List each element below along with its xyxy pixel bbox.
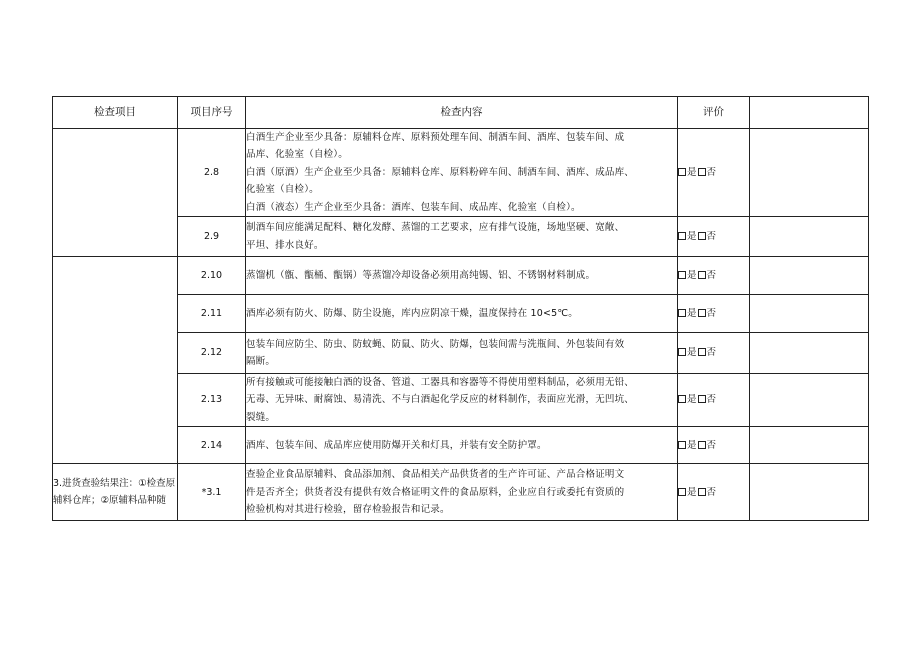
content-line: 白酒生产企业至少具备：原辅料仓库、原料预处理车间、制酒车间、酒库、包装车间、成: [246, 132, 625, 143]
content-line: 件是否齐全；供货者没有提供有效合格证明文件的食品原料，企业应自行或委托有资质的: [246, 486, 625, 498]
yes-checkbox[interactable]: [678, 168, 686, 176]
content-line: 白酒（原酒）生产企业至少具备：原辅料仓库、原料粉碎车间、制酒车间、酒库、成品库、: [246, 166, 635, 178]
content-line: 查验企业食品原辅料、食品添加剂、食品相关产品供货者的生产许可证、产品合格证明文: [246, 469, 625, 481]
item-number: 2.8: [178, 129, 246, 217]
no-checkbox[interactable]: [698, 348, 706, 356]
item-content: [246, 129, 678, 217]
project-cell-incoming-inspection: 3.进货查验结果注：①检查原辅料仓库；②原辅料品种随: [53, 464, 178, 521]
yes-label: 是: [687, 269, 697, 281]
project-cell-group-2b: [53, 257, 178, 464]
header-extra: [750, 97, 869, 129]
yes-label: 是: [687, 166, 697, 178]
content-line: 裂缝。: [246, 411, 276, 423]
extra-cell: [750, 374, 869, 427]
item-content: [246, 295, 678, 333]
item-content: [246, 427, 678, 464]
evaluation-cell: [678, 427, 750, 464]
inspection-table: [52, 96, 869, 521]
yes-checkbox[interactable]: [678, 232, 686, 240]
yes-label: 是: [687, 307, 697, 319]
no-checkbox[interactable]: [698, 271, 706, 279]
evaluation-cell: [678, 129, 750, 217]
item-number: *3.1: [178, 464, 246, 521]
no-checkbox[interactable]: [698, 168, 706, 176]
extra-cell: [750, 295, 869, 333]
no-label: 否: [706, 347, 717, 359]
content-line: 制酒车间应能满足配料、糖化发酵、蒸馏的工艺要求，应有排气设施，场地坚硬、宽敞、: [246, 222, 625, 234]
yes-checkbox[interactable]: [678, 271, 686, 279]
no-label: 否: [706, 269, 717, 281]
no-checkbox[interactable]: [698, 488, 706, 496]
yes-label: 是: [687, 347, 697, 359]
content-line: 品库、化验室（自检）。: [246, 149, 348, 161]
header-row: [53, 97, 869, 129]
content-line: 白酒（液态）生产企业至少具备：酒库、包装车间、成品库、化验室（自检）。: [246, 201, 581, 213]
extra-cell: [750, 257, 869, 295]
no-label: 否: [706, 394, 717, 406]
item-content: [246, 374, 678, 427]
no-label: 否: [706, 439, 717, 451]
yes-label: 是: [687, 439, 697, 451]
yes-label: 是: [687, 230, 697, 242]
item-content: [246, 464, 678, 521]
item-number: 2.12: [178, 333, 246, 374]
evaluation-cell: [678, 295, 750, 333]
no-label: 否: [706, 230, 717, 242]
yes-checkbox[interactable]: [678, 309, 686, 317]
extra-cell: [750, 129, 869, 217]
item-number: 2.13: [178, 374, 246, 427]
item-content: [246, 217, 678, 257]
content-line: 平坦、排水良好。: [246, 239, 324, 251]
content-line: 蒸馏机（甑、甑桶、甑锅）等蒸馏冷却设备必须用高纯锡、铝、不锈钢材料制成。: [246, 269, 596, 281]
no-checkbox[interactable]: [698, 395, 706, 403]
no-label: 否: [706, 486, 717, 498]
item-number: 2.11: [178, 295, 246, 333]
table-row: [53, 129, 869, 217]
item-number: 2.14: [178, 427, 246, 464]
extra-cell: [750, 427, 869, 464]
header-number: 项目序号: [178, 97, 246, 129]
no-checkbox[interactable]: [698, 309, 706, 317]
yes-checkbox[interactable]: [678, 348, 686, 356]
yes-label: 是: [687, 486, 697, 498]
header-project: 检查项目: [53, 97, 178, 129]
evaluation-cell: [678, 374, 750, 427]
header-evaluation: 评价: [678, 97, 750, 129]
content-line: 隔断。: [246, 356, 276, 368]
item-number: 2.10: [178, 257, 246, 295]
content-line: 包装车间应防尘、防虫、防蚊蝇、防鼠、防火、防爆，包装间需与洗瓶间、外包装间有效: [246, 338, 625, 350]
no-checkbox[interactable]: [698, 441, 706, 449]
content-line: 无毒、无异味、耐腐蚀、易清洗、不与白酒起化学反应的材料制作，表面应光滑，无凹坑、: [246, 394, 635, 406]
table-row: [53, 257, 869, 295]
header-content: 检查内容: [246, 97, 678, 129]
yes-checkbox[interactable]: [678, 488, 686, 496]
item-number: 2.9: [178, 217, 246, 257]
evaluation-cell: [678, 257, 750, 295]
item-content: [246, 333, 678, 374]
content-line: 酒库、包装车间、成品库应使用防爆开关和灯具，并装有安全防护罩。: [246, 439, 547, 451]
content-line: 所有接触或可能接触白酒的设备、管道、工器具和容器等不得使用塑料制品，必须用无铅、: [246, 377, 635, 389]
project-cell-group-2a: [53, 129, 178, 257]
yes-label: 是: [687, 394, 697, 406]
table-row: [53, 464, 869, 521]
content-line: 酒库必须有防火、防爆、防尘设施，库内应阴凉干燥，温度保持在 10<5℃。: [246, 307, 578, 319]
content-line: 化验室（自检）。: [246, 184, 319, 196]
no-label: 否: [706, 166, 717, 178]
no-label: 否: [706, 307, 717, 319]
extra-cell: [750, 464, 869, 521]
yes-checkbox[interactable]: [678, 441, 686, 449]
evaluation-cell: [678, 217, 750, 257]
evaluation-cell: [678, 333, 750, 374]
extra-cell: [750, 333, 869, 374]
content-line: 检验机构对其进行检验，留存检验报告和记录。: [246, 503, 450, 515]
yes-checkbox[interactable]: [678, 395, 686, 403]
evaluation-cell: [678, 464, 750, 521]
no-checkbox[interactable]: [698, 232, 706, 240]
extra-cell: [750, 217, 869, 257]
item-content: [246, 257, 678, 295]
